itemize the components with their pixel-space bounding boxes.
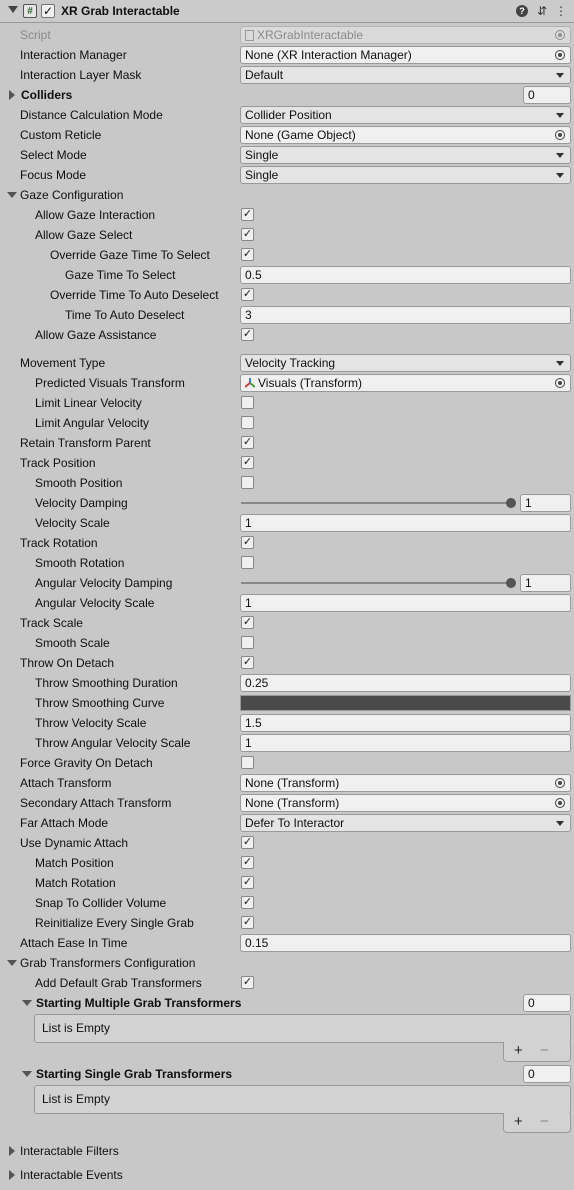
starting-multiple-grab-transformers-list	[34, 1014, 571, 1043]
override-time-to-auto-deselect-label: Override Time To Auto Deselect	[50, 288, 219, 302]
attach-ease-in-time-label: Attach Ease In Time	[20, 936, 128, 950]
distance-calculation-mode-value: Collider Position	[245, 108, 332, 122]
limit-linear-velocity-checkbox[interactable]	[241, 396, 254, 409]
check-icon: ✓	[242, 328, 253, 340]
match-position-checkbox[interactable]	[241, 856, 254, 869]
object-picker-icon[interactable]	[555, 378, 565, 388]
far-attach-mode-dropdown[interactable]	[240, 814, 571, 832]
list-empty-text: List is Empty	[42, 1092, 111, 1106]
add-element-button[interactable]: +	[514, 1042, 523, 1059]
use-dynamic-attach-row	[0, 833, 574, 853]
starting-single-grab-transformers-label[interactable]: Starting Single Grab Transformers	[36, 1067, 233, 1081]
check-icon: ✓	[242, 208, 253, 220]
check-icon: ✓	[43, 4, 54, 18]
fold-down-icon[interactable]	[22, 1000, 32, 1006]
match-rotation-row	[0, 873, 574, 893]
check-icon: ✓	[242, 248, 253, 260]
secondary-attach-transform-label: Secondary Attach Transform	[20, 796, 172, 810]
movement-type-label: Movement Type	[20, 356, 106, 370]
time-to-auto-deselect-row	[0, 305, 574, 325]
retain-transform-parent-label: Retain Transform Parent	[20, 436, 151, 450]
interaction-manager-row	[0, 45, 574, 65]
secondary-attach-transform-field[interactable]	[240, 794, 571, 812]
throw-velocity-scale-field[interactable]: 1.5	[240, 714, 571, 732]
smooth-scale-label: Smooth Scale	[35, 636, 110, 650]
add-default-grab-transformers-row	[0, 973, 574, 993]
velocity-damping-slider-handle[interactable]	[506, 498, 516, 508]
velocity-scale-field[interactable]: 1	[240, 514, 571, 532]
angular-velocity-damping-field[interactable]: 1	[520, 574, 571, 592]
preset-settings-icon[interactable]: ⇵	[536, 4, 548, 18]
select-mode-label: Select Mode	[20, 148, 87, 162]
use-dynamic-attach-label: Use Dynamic Attach	[20, 836, 129, 850]
interactable-filters-row	[0, 1141, 574, 1161]
grab-transformers-configuration-row	[0, 953, 574, 973]
attach-transform-row	[0, 773, 574, 793]
movement-type-row	[0, 353, 574, 373]
velocity-scale-label: Velocity Scale	[35, 516, 110, 530]
fold-right-icon[interactable]	[9, 1146, 15, 1156]
smooth-position-checkbox[interactable]	[241, 476, 254, 489]
dropdown-arrow-icon	[556, 821, 564, 826]
allow-gaze-select-label: Allow Gaze Select	[35, 228, 133, 242]
interaction-layer-mask-value: Default	[245, 68, 284, 82]
allow-gaze-select-row	[0, 225, 574, 245]
movement-type-dropdown[interactable]	[240, 354, 571, 372]
far-attach-mode-row	[0, 813, 574, 833]
limit-angular-velocity-checkbox[interactable]	[241, 416, 254, 429]
angular-velocity-damping-slider-handle[interactable]	[506, 578, 516, 588]
angular-velocity-damping-row	[0, 573, 574, 593]
check-icon: ✓	[242, 656, 253, 668]
time-to-auto-deselect-label: Time To Auto Deselect	[65, 308, 185, 322]
movement-type-value: Velocity Tracking	[245, 356, 336, 370]
angular-velocity-scale-label: Angular Velocity Scale	[35, 596, 155, 610]
check-icon: ✓	[242, 228, 253, 240]
track-position-checkbox[interactable]	[241, 456, 254, 469]
dropdown-arrow-icon	[556, 153, 564, 158]
add-default-grab-transformers-label: Add Default Grab Transformers	[35, 976, 202, 990]
override-time-to-auto-deselect-row	[0, 285, 574, 305]
check-icon: ✓	[242, 876, 253, 888]
select-mode-dropdown[interactable]	[240, 146, 571, 164]
fold-down-icon[interactable]	[7, 192, 17, 198]
attach-ease-in-time-row	[0, 933, 574, 953]
smooth-rotation-label: Smooth Rotation	[35, 556, 125, 570]
select-mode-value: Single	[245, 148, 279, 162]
angular-velocity-damping-label: Angular Velocity Damping	[35, 576, 173, 590]
allow-gaze-interaction-checkbox[interactable]	[241, 208, 254, 221]
custom-reticle-row	[0, 125, 574, 145]
limit-linear-velocity-row	[0, 393, 574, 413]
velocity-scale-row	[0, 513, 574, 533]
distance-calculation-mode-label: Distance Calculation Mode	[20, 108, 163, 122]
check-icon: ✓	[242, 916, 253, 928]
reinitialize-every-single-grab-row	[0, 913, 574, 933]
smooth-scale-checkbox[interactable]	[241, 636, 254, 649]
throw-velocity-scale-row	[0, 713, 574, 733]
track-scale-label: Track Scale	[20, 616, 83, 630]
track-position-label: Track Position	[20, 456, 96, 470]
custom-reticle-label: Custom Reticle	[20, 128, 102, 142]
interaction-layer-mask-label: Interaction Layer Mask	[20, 68, 142, 82]
smooth-rotation-checkbox[interactable]	[241, 556, 254, 569]
throw-smoothing-curve-row	[0, 693, 574, 713]
limit-angular-velocity-row	[0, 413, 574, 433]
throw-smoothing-curve-field[interactable]	[240, 695, 571, 711]
gaze-time-to-select-label: Gaze Time To Select	[65, 268, 176, 282]
override-gaze-time-to-select-checkbox[interactable]	[241, 248, 254, 261]
distance-calculation-mode-row	[0, 105, 574, 125]
retain-transform-parent-checkbox[interactable]	[241, 436, 254, 449]
list-footer	[503, 1042, 571, 1062]
help-icon[interactable]: ?	[516, 5, 528, 17]
interaction-manager-value: None (XR Interaction Manager)	[245, 48, 412, 62]
angular-velocity-damping-slider-track[interactable]	[241, 582, 511, 584]
dropdown-arrow-icon	[556, 173, 564, 178]
predicted-visuals-transform-value: Visuals (Transform)	[258, 376, 363, 390]
limit-linear-velocity-label: Limit Linear Velocity	[35, 396, 142, 410]
match-rotation-checkbox[interactable]	[241, 876, 254, 889]
interaction-manager-field[interactable]	[240, 46, 571, 64]
far-attach-mode-value: Defer To Interactor	[245, 816, 345, 830]
gaze-configuration-label[interactable]: Gaze Configuration	[20, 188, 124, 202]
attach-transform-label: Attach Transform	[20, 776, 112, 790]
interactable-filters-label[interactable]: Interactable Filters	[20, 1144, 119, 1158]
throw-on-detach-label: Throw On Detach	[20, 656, 115, 670]
throw-angular-velocity-scale-label: Throw Angular Velocity Scale	[35, 736, 191, 750]
custom-reticle-value: None (Game Object)	[245, 128, 356, 142]
starting-multiple-grab-transformers-label[interactable]: Starting Multiple Grab Transformers	[36, 996, 242, 1010]
fold-down-icon[interactable]	[22, 1071, 32, 1077]
throw-smoothing-curve-label: Throw Smoothing Curve	[35, 696, 165, 710]
component-enabled-checkbox[interactable]	[41, 4, 55, 18]
starting-multiple-grab-transformers-row	[0, 993, 574, 1013]
component-title: XR Grab Interactable	[61, 4, 180, 18]
predicted-visuals-transform-label: Predicted Visuals Transform	[35, 376, 185, 390]
track-position-row	[0, 453, 574, 473]
throw-angular-velocity-scale-row	[0, 733, 574, 753]
list-footer	[503, 1113, 571, 1133]
focus-mode-label: Focus Mode	[20, 168, 87, 182]
allow-gaze-assistance-label: Allow Gaze Assistance	[35, 328, 157, 342]
throw-on-detach-row	[0, 653, 574, 673]
attach-transform-value: None (Transform)	[245, 776, 340, 790]
script-row	[0, 25, 574, 45]
gaze-configuration-row	[0, 185, 574, 205]
predicted-visuals-transform-row	[0, 373, 574, 393]
check-icon: ✓	[242, 836, 253, 848]
smooth-rotation-row	[0, 553, 574, 573]
grab-transformers-configuration-label[interactable]: Grab Transformers Configuration	[20, 956, 196, 970]
velocity-damping-field[interactable]: 1	[520, 494, 571, 512]
attach-transform-field[interactable]	[240, 774, 571, 792]
check-icon: ✓	[242, 976, 253, 988]
snap-to-collider-volume-label: Snap To Collider Volume	[35, 896, 167, 910]
force-gravity-on-detach-label: Force Gravity On Detach	[20, 756, 153, 770]
velocity-damping-slider-track[interactable]	[241, 502, 511, 504]
fold-down-icon[interactable]	[8, 6, 18, 13]
allow-gaze-assistance-row	[0, 325, 574, 345]
focus-mode-value: Single	[245, 168, 279, 182]
throw-smoothing-duration-row	[0, 673, 574, 693]
starting-single-grab-transformers-list	[34, 1085, 571, 1114]
fold-down-icon[interactable]	[7, 960, 17, 966]
attach-ease-in-time-field[interactable]: 0.15	[240, 934, 571, 952]
track-scale-row	[0, 613, 574, 633]
gaze-time-to-select-row	[0, 265, 574, 285]
interactable-events-row	[0, 1165, 574, 1185]
throw-smoothing-duration-label: Throw Smoothing Duration	[35, 676, 178, 690]
secondary-attach-transform-value: None (Transform)	[245, 796, 340, 810]
retain-transform-parent-row	[0, 433, 574, 453]
select-mode-row	[0, 145, 574, 165]
smooth-scale-row	[0, 633, 574, 653]
colliders-size-field[interactable]: 0	[523, 86, 571, 104]
match-rotation-label: Match Rotation	[35, 876, 116, 890]
reinitialize-every-single-grab-checkbox[interactable]	[241, 916, 254, 929]
limit-angular-velocity-label: Limit Angular Velocity	[35, 416, 150, 430]
dropdown-arrow-icon	[556, 73, 564, 78]
snap-to-collider-volume-row	[0, 893, 574, 913]
smooth-position-label: Smooth Position	[35, 476, 123, 490]
check-icon: ✓	[242, 896, 253, 908]
snap-to-collider-volume-checkbox[interactable]	[241, 896, 254, 909]
add-element-button[interactable]: +	[514, 1113, 523, 1130]
dropdown-arrow-icon	[556, 361, 564, 366]
reinitialize-every-single-grab-label: Reinitialize Every Single Grab	[35, 916, 194, 930]
match-position-row	[0, 853, 574, 873]
force-gravity-on-detach-row	[0, 753, 574, 773]
fold-right-icon[interactable]	[9, 1170, 15, 1180]
track-rotation-checkbox[interactable]	[241, 536, 254, 549]
allow-gaze-assistance-checkbox[interactable]	[241, 328, 254, 341]
context-menu-icon[interactable]: ⋮	[555, 4, 567, 18]
track-rotation-label: Track Rotation	[20, 536, 98, 550]
time-to-auto-deselect-field[interactable]: 3	[240, 306, 571, 324]
smooth-position-row	[0, 473, 574, 493]
velocity-damping-row	[0, 493, 574, 513]
object-picker-icon[interactable]	[555, 778, 565, 788]
list-empty-text: List is Empty	[42, 1021, 111, 1035]
remove-element-button[interactable]: −	[540, 1113, 549, 1130]
throw-velocity-scale-label: Throw Velocity Scale	[35, 716, 147, 730]
transform-icon	[245, 378, 255, 388]
use-dynamic-attach-checkbox[interactable]	[241, 836, 254, 849]
match-position-label: Match Position	[35, 856, 114, 870]
override-gaze-time-to-select-label: Override Gaze Time To Select	[50, 248, 210, 262]
interaction-layer-mask-dropdown[interactable]	[240, 66, 571, 84]
object-picker-icon[interactable]	[555, 130, 565, 140]
check-icon: ✓	[242, 536, 253, 548]
object-picker-icon[interactable]	[555, 798, 565, 808]
distance-calculation-mode-dropdown[interactable]	[240, 106, 571, 124]
force-gravity-on-detach-checkbox[interactable]	[241, 756, 254, 769]
throw-smoothing-duration-field[interactable]: 0.25	[240, 674, 571, 692]
throw-angular-velocity-scale-field[interactable]: 1	[240, 734, 571, 752]
script-field	[240, 26, 571, 44]
focus-mode-dropdown[interactable]	[240, 166, 571, 184]
override-gaze-time-to-select-row	[0, 245, 574, 265]
check-icon: ✓	[242, 436, 253, 448]
script-label: Script	[20, 28, 51, 42]
add-default-grab-transformers-checkbox[interactable]	[241, 976, 254, 989]
colliders-label[interactable]: Colliders	[21, 88, 73, 102]
colliders-row	[0, 85, 574, 105]
object-picker-icon	[555, 30, 565, 40]
angular-velocity-scale-field[interactable]: 1	[240, 594, 571, 612]
script-value: XRGrabInteractable	[257, 28, 364, 42]
track-scale-checkbox[interactable]	[241, 616, 254, 629]
allow-gaze-interaction-label: Allow Gaze Interaction	[35, 208, 156, 222]
allow-gaze-select-checkbox[interactable]	[241, 228, 254, 241]
custom-reticle-field[interactable]	[240, 126, 571, 144]
starting-single-grab-transformers-row	[0, 1064, 574, 1084]
fold-right-icon[interactable]	[9, 90, 15, 100]
throw-on-detach-checkbox[interactable]	[241, 656, 254, 669]
track-rotation-row	[0, 533, 574, 553]
check-icon: ✓	[242, 856, 253, 868]
focus-mode-row	[0, 165, 574, 185]
velocity-damping-label: Velocity Damping	[35, 496, 128, 510]
gaze-time-to-select-field[interactable]: 0.5	[240, 266, 571, 284]
angular-velocity-scale-row	[0, 593, 574, 613]
remove-element-button[interactable]: −	[540, 1042, 549, 1059]
allow-gaze-interaction-row	[0, 205, 574, 225]
starting-multiple-grab-transformers-size-field[interactable]: 0	[523, 994, 571, 1012]
script-file-icon	[245, 30, 254, 41]
component-header	[0, 0, 574, 23]
check-icon: ✓	[242, 456, 253, 468]
check-icon: ✓	[242, 616, 253, 628]
interaction-layer-mask-row	[0, 65, 574, 85]
interactable-events-label[interactable]: Interactable Events	[20, 1168, 123, 1182]
object-picker-icon[interactable]	[555, 50, 565, 60]
dropdown-arrow-icon	[556, 113, 564, 118]
override-time-to-auto-deselect-checkbox[interactable]	[241, 288, 254, 301]
starting-single-grab-transformers-size-field[interactable]: 0	[523, 1065, 571, 1083]
secondary-attach-transform-row	[0, 793, 574, 813]
far-attach-mode-label: Far Attach Mode	[20, 816, 109, 830]
interaction-manager-label: Interaction Manager	[20, 48, 127, 62]
check-icon: ✓	[242, 288, 253, 300]
predicted-visuals-transform-field[interactable]	[240, 374, 571, 392]
script-icon: #	[23, 4, 37, 18]
